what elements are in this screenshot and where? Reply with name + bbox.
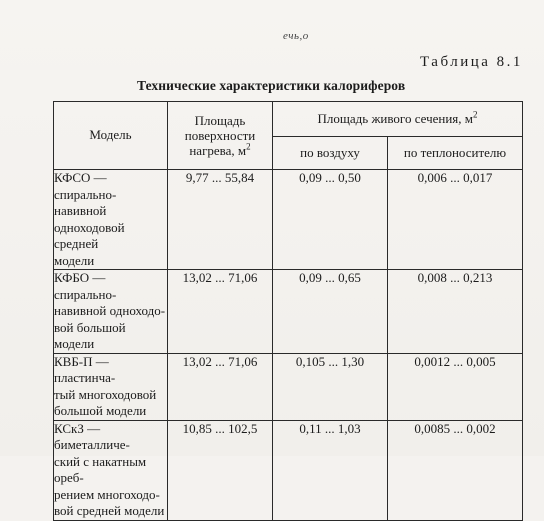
air-cell: 0,11 ... 1,03 — [273, 420, 388, 520]
model-line: тый многоходовой — [54, 386, 157, 402]
table-row — [54, 353, 523, 420]
table-row — [54, 270, 523, 354]
model-cell — [54, 270, 168, 354]
header-live-sup: 2 — [473, 109, 478, 120]
air-cell: 0,09 ... 0,65 — [273, 270, 388, 354]
header-model — [54, 102, 168, 170]
area-cell: 10,85 ... 102,5 — [168, 420, 273, 520]
model-line: вой средней модели — [54, 503, 165, 518]
page-header-fragment: ечь,о — [283, 30, 309, 42]
model-line: КФСО — спирально- — [54, 170, 117, 202]
model-line: навивной одноходо- — [54, 303, 166, 318]
air-cell: 0,105 ... 1,30 — [273, 353, 388, 420]
model-line: КСкЗ — биметалличе- — [54, 420, 130, 452]
model-cell — [54, 170, 168, 270]
model-line: модели — [54, 252, 95, 268]
coolant-cell: 0,0085 ... 0,002 — [388, 420, 523, 520]
coolant-cell: 0,006 ... 0,017 — [388, 170, 523, 270]
header-area-sup: 2 — [246, 141, 251, 152]
header-area-line3: нагрева, м — [189, 143, 247, 158]
model-line: большой модели — [54, 403, 147, 418]
header-area-line1: Площадь — [194, 113, 246, 128]
table-caption: Технические характеристики калориферов — [137, 78, 406, 93]
header-by-coolant-text: по теплоносителю — [403, 144, 507, 160]
header-by-air-text: по воздуху — [300, 144, 360, 160]
model-line: ский с накатным ореб- — [54, 453, 147, 485]
header-live-section — [273, 102, 523, 137]
table-number: Таблица 8.1 — [420, 54, 523, 70]
model-line: рением многоходо- — [54, 486, 160, 502]
air-cell: 0,09 ... 0,50 — [273, 170, 388, 270]
header-row-1 — [54, 102, 523, 137]
model-line: КВБ-П — пластинча- — [54, 353, 116, 385]
header-area-line2: поверхности — [184, 128, 256, 143]
area-cell: 13,02 ... 71,06 — [168, 353, 273, 420]
header-by-air — [273, 137, 388, 170]
model-line: вой большой модели — [54, 319, 126, 351]
table-row — [54, 170, 523, 270]
area-cell: 9,77 ... 55,84 — [168, 170, 273, 270]
model-cell — [54, 420, 168, 520]
area-cell: 13,02 ... 71,06 — [168, 270, 273, 354]
table-row — [54, 420, 523, 520]
header-area — [168, 102, 273, 170]
model-cell — [54, 353, 168, 420]
header-by-coolant — [388, 137, 523, 170]
coolant-cell: 0,0012 ... 0,005 — [388, 353, 523, 420]
model-line: КФБО — спирально- — [54, 270, 117, 302]
header-model-text: Модель — [89, 127, 132, 143]
model-line: навивной — [54, 203, 107, 218]
header-live-section-text: Площадь живого сечения, м — [317, 110, 473, 126]
coolant-cell: 0,008 ... 0,213 — [388, 270, 523, 354]
heater-spec-table — [53, 101, 523, 521]
model-line: одноходовой средней — [54, 219, 125, 251]
